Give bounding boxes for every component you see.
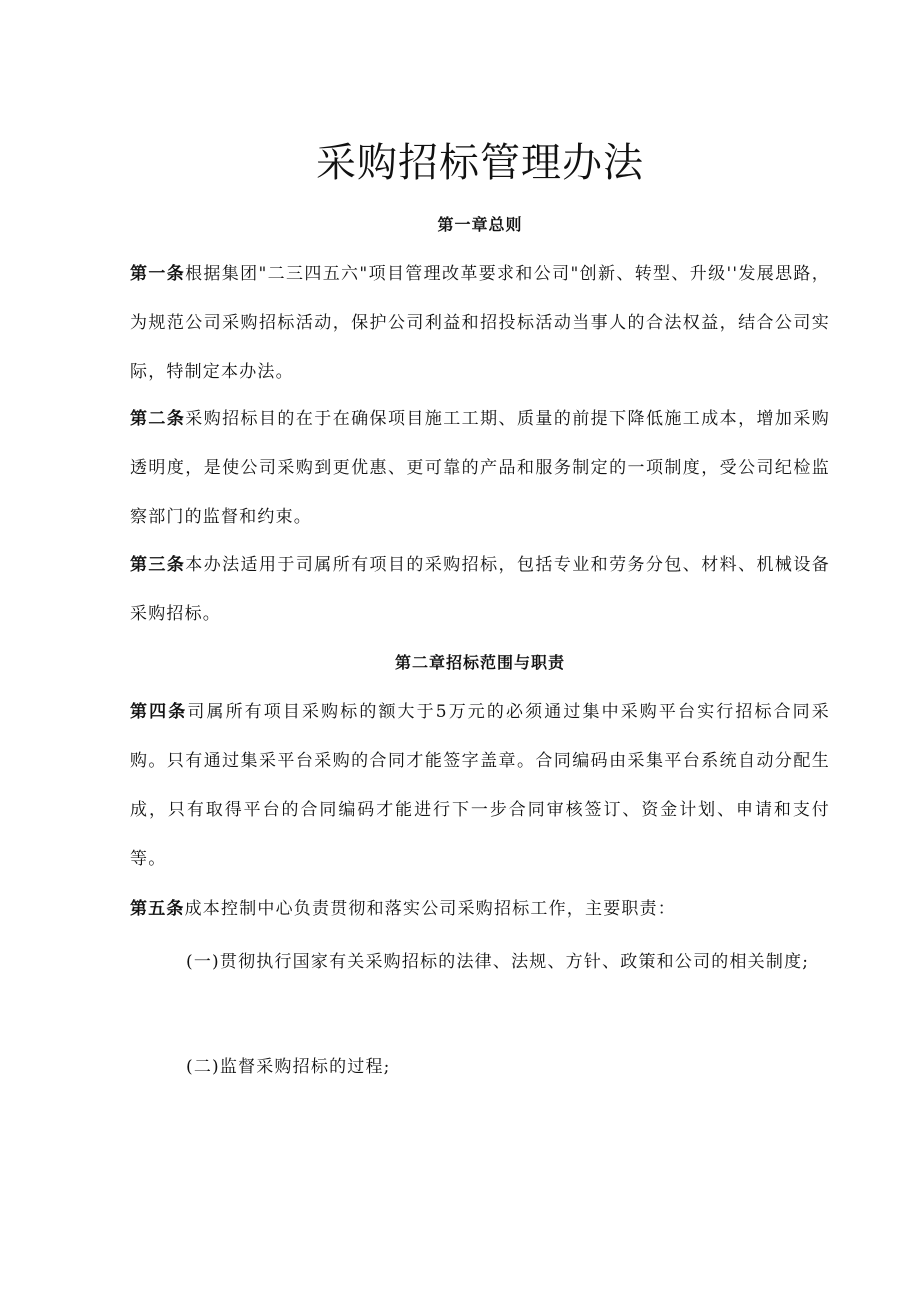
list-item: (一)贯彻执行国家有关采购招标的法律、法规、方针、政策和公司的相关制度; (186, 952, 810, 972)
list-item: (二)监督采购招标的过程; (186, 1057, 391, 1077)
article-text: 成本控制中心负责贯彻和落实公司采购招标工作，主要职责： (184, 899, 677, 919)
article-text: 采购招标目的在于在确保项目施工工期、质量的前提下降低施工成本，增加采购透明度，是使公司采购到更优惠、更可靠的产品和服务制定的一项制度，受公司纪检监察部门的监督和约束。 (130, 409, 830, 527)
article-4 (130, 688, 830, 884)
document-title: 采购招标管理办法 (316, 140, 644, 186)
article-number: 第四条 (130, 702, 188, 722)
article-number: 第三条 (130, 555, 186, 575)
article-number: 第二条 (130, 409, 186, 429)
article-2 (130, 395, 830, 542)
article-3 (130, 541, 830, 639)
chapter-heading: 第一章总则 (437, 215, 523, 234)
article-text: 司属所有项目采购标的额大于5万元的必须通过集中采购平台实行招标合同采购。只有通过集采平台采购的合同才能签字盖章。合同编码由采集平台系统自动分配生成，只有取得平台的合同编码才能进行下一步合同审核签订、资金计划、申请和支付等。 (130, 702, 830, 869)
chapter-heading: 第二章招标范围与职责 (394, 653, 565, 672)
article-text: 根据集团"二三四五六"项目管理改革要求和公司"创新、转型、升级''发展思路，为规范公司采购招标活动，保护公司利益和招投标活动当事人的合法权益，结合公司实际，特制定本办法。 (130, 264, 830, 382)
article-5 (130, 885, 830, 934)
article-number: 第一条 (130, 264, 186, 284)
article-text: 本办法适用于司属所有项目的采购招标，包括专业和劳务分包、材料、机械设备采购招标。 (130, 555, 830, 624)
article-number: 第五条 (130, 899, 185, 919)
article-1 (130, 250, 830, 397)
